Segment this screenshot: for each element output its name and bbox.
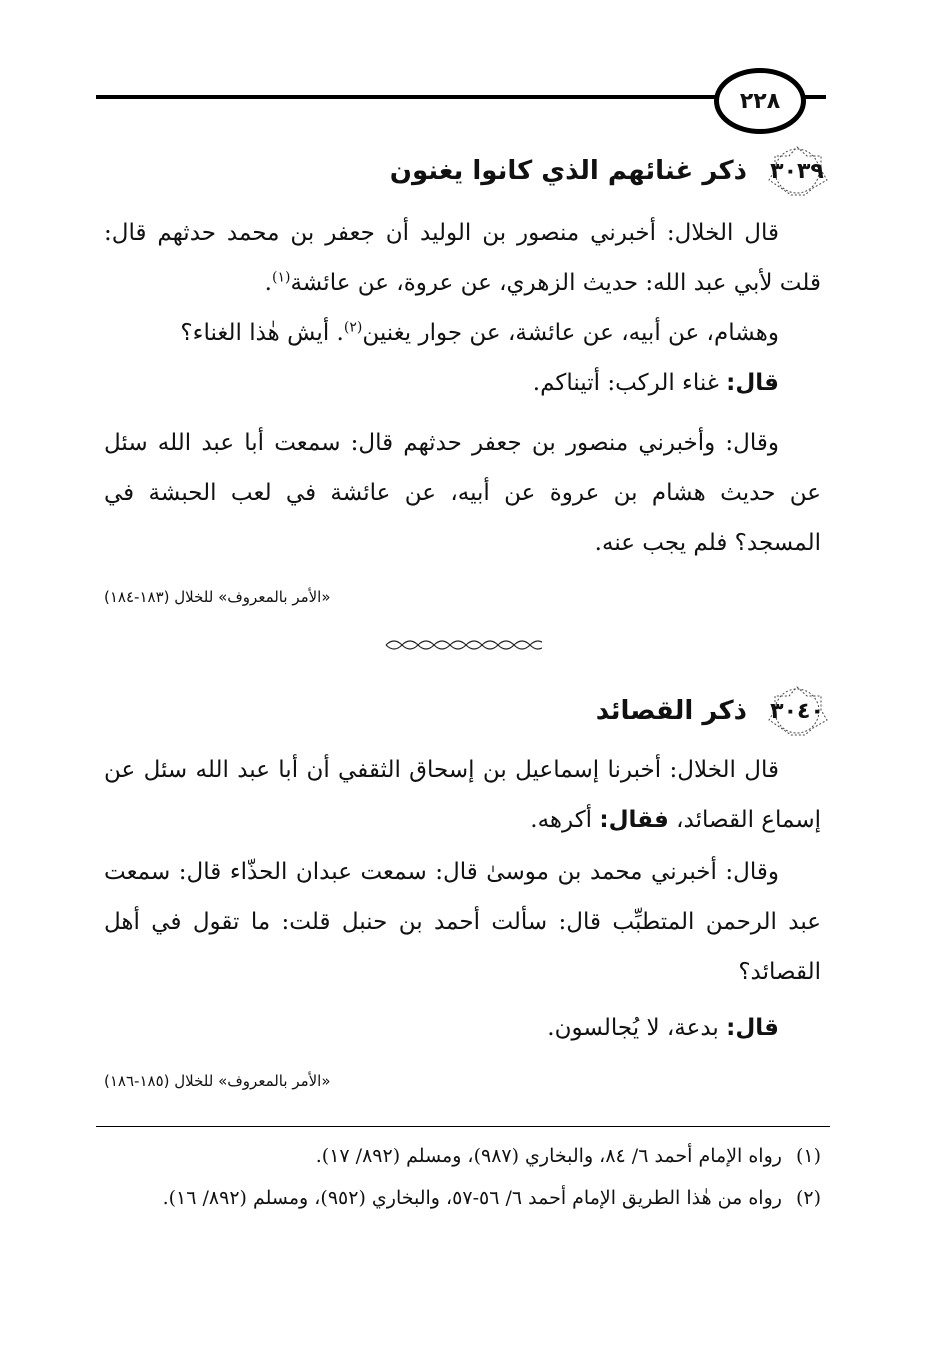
source-citation: «الأمر بالمعروف» للخلال (١٨٥-١٨٦)	[104, 1072, 331, 1090]
paragraph: قال: غناء الركب: أتيناكم.	[532, 370, 779, 396]
page-header	[96, 68, 826, 130]
section-number-badge	[765, 146, 829, 196]
page-number: ٢٢٨	[739, 88, 781, 114]
section-number: ٣٠٤٠	[770, 698, 824, 724]
section-heading-3039	[390, 144, 829, 198]
footnote-separator	[96, 1126, 830, 1127]
paragraph: وقال: وأخبرني منصور بن جعفر حدثهم قال: سمعت أبا عبد الله سئل عن حديث هشام بن عروة عن أبيه، عن عائشة في لعب الحبشة في المسجد؟ فلم يجب عنه.	[104, 430, 821, 556]
source-citation: «الأمر بالمعروف» للخلال (١٨٣-١٨٤)	[104, 588, 331, 606]
page-number-ring	[714, 68, 806, 134]
footnote: (٢)رواه من هٰذا الطريق الإمام أحمد ٦/ ٥٦-٥٧، والبخاري (٩٥٢)، ومسلم (٨٩٢/ ١٦).	[162, 1187, 821, 1209]
footnote-ref: (١)	[271, 269, 291, 286]
paragraph: قال الخلال: أخبرني منصور بن الوليد أن جعفر بن محمد حدثهم قال: قلت لأبي عبد الله: حديث الزهري، عن عروة، عن عائشة$^{(١)}$.	[104, 220, 821, 296]
footnote: (١)رواه الإمام أحمد ٦/ ٨٤، والبخاري (٩٨٧)، ومسلم (٨٩٢/ ١٧).	[315, 1145, 821, 1167]
footnote-ref: (٢)	[343, 319, 363, 336]
section-number: ٣٠٣٩	[770, 158, 824, 184]
section-number-badge	[765, 686, 829, 736]
paragraph: قال: بدعة، لا يُجالسون.	[547, 1015, 779, 1041]
section-heading-text: ذكر غنائهم الذي كانوا يغنون	[389, 156, 747, 186]
paragraph: قال الخلال: أخبرنا إسماعيل بن إسحاق الثقفي أن أبا عبد الله سئل عن إسماع القصائد، فقال: أكرهه.	[104, 757, 821, 833]
section-heading-text: ذكر القصائد	[595, 696, 747, 726]
divider-ornament-icon	[382, 636, 542, 654]
section-heading-3040	[596, 684, 829, 738]
paragraph: وهشام، عن أبيه، عن عائشة، عن جوار يغنين$^{(٢)}$. أيش هٰذا الغناء؟	[180, 319, 779, 346]
header-rule	[96, 95, 724, 99]
paragraph: وقال: أخبرني محمد بن موسىٰ قال: سمعت عبدان الحذّاء قال: سمعت عبد الرحمن المتطبِّب قال: سألت أحمد بن حنبل قلت: ما تقول في أهل القصائد؟	[104, 859, 821, 985]
